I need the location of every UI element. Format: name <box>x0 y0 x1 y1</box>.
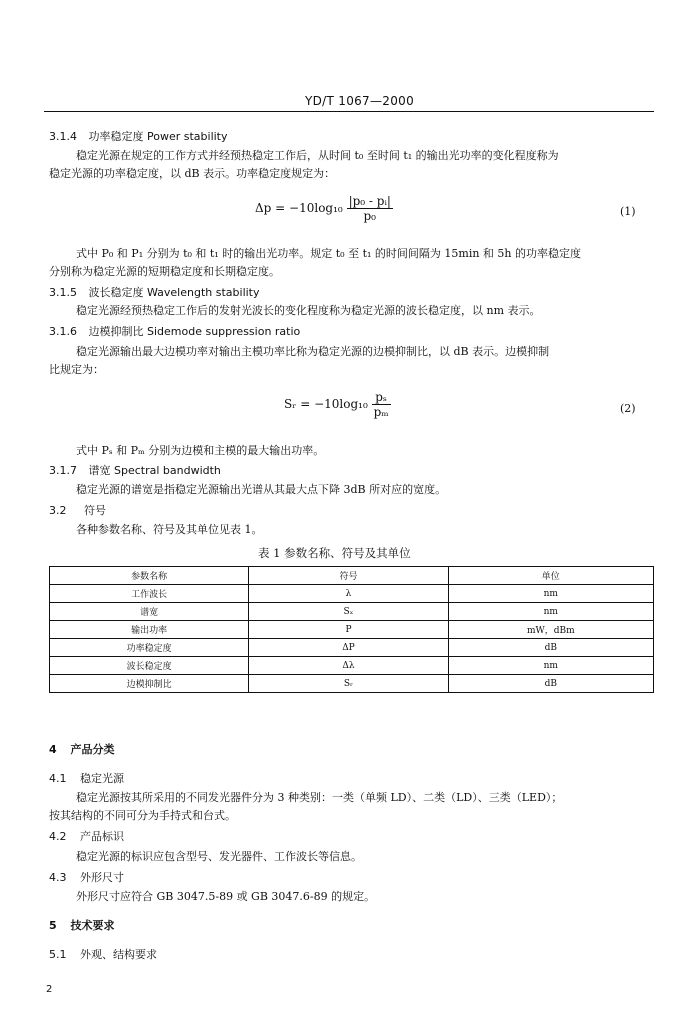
table-cell: λ <box>249 585 448 603</box>
equation-lhs: Δp = −10log₁₀ <box>255 201 343 215</box>
table-header-row <box>50 567 654 585</box>
section-title: 谱宽 Spectral bandwidth <box>88 464 221 477</box>
section-3-1-5-heading <box>49 284 260 300</box>
paragraph-line: 稳定光源按其所采用的不同发光器件分为 3 种类别：一类（单频 LD）、二类（LD）、三类（LED）； <box>76 791 563 804</box>
equation-numerator: |p₀ - pᵢ| <box>348 194 391 208</box>
table-cell: 边模抑制比 <box>50 675 249 693</box>
section-title: 符号 <box>84 504 106 517</box>
table-row <box>50 621 654 639</box>
equation-denominator: pₘ <box>373 405 389 419</box>
paragraph-line: 稳定光源的功率稳定度，以 dB 表示。功率稳定度规定为： <box>49 167 336 180</box>
section-4-1-heading <box>49 770 124 786</box>
paragraph-line: 式中 P₀ 和 P₁ 分别为 t₀ 和 t₁ 时的输出光功率。规定 t₀ 至 t₁ 的时间间隔为 15min 和 5h 的功率稳定度 <box>76 247 581 260</box>
table-cell: nm <box>448 657 653 675</box>
paragraph-line: 稳定光源的谱宽是指稳定光源输出光谱从其最大点下降 3dB 所对应的宽度。 <box>76 483 447 496</box>
section-number: 3.1.7 <box>49 464 77 477</box>
table-cell: dB <box>448 639 653 657</box>
table-header-cell: 单位 <box>448 567 653 585</box>
table-row <box>50 585 654 603</box>
equation-power-stability <box>255 194 393 223</box>
page-number: 2 <box>46 984 53 995</box>
chapter-number: 5 <box>49 919 57 932</box>
paragraph-line: 分别称为稳定光源的短期稳定度和长期稳定度。 <box>49 265 280 278</box>
table-cell: P <box>249 621 448 639</box>
equation-denominator: p₀ <box>363 209 376 223</box>
section-3-1-7-heading <box>49 462 221 478</box>
paragraph-line: 比规定为： <box>49 363 104 376</box>
paragraph-line: 稳定光源经预热稳定工作后的发射光波长的变化程度称为稳定光源的波长稳定度，以 nm 表示。 <box>76 304 541 317</box>
paragraph-line: 稳定光源的标识应包含型号、发光器件、工作波长等信息。 <box>76 850 362 863</box>
section-number: 3.1.4 <box>49 130 77 143</box>
document-header-id: YD/T 1067—2000 <box>305 94 415 108</box>
parameters-table <box>49 566 654 693</box>
chapter-5-heading <box>49 917 115 933</box>
section-number: 4.1 <box>49 772 67 785</box>
chapter-title: 技术要求 <box>70 919 115 932</box>
table-cell: Sₓ <box>249 603 448 621</box>
section-number: 3.2 <box>49 504 67 517</box>
table-cell: Sᵣ <box>249 675 448 693</box>
paragraph-line: 稳定光源输出最大边模功率对输出主模功率比称为稳定光源的边模抑制比，以 dB 表示。边模抑制 <box>76 345 550 358</box>
equation-sidemode-ratio <box>284 390 391 419</box>
chapter-4-heading <box>49 741 115 757</box>
table-cell: nm <box>448 585 653 603</box>
equation-lhs: Sᵣ = −10log₁₀ <box>284 397 368 411</box>
table-cell: nm <box>448 603 653 621</box>
section-title: 稳定光源 <box>80 772 124 785</box>
section-4-2-heading <box>49 828 124 844</box>
table-header-cell: 参数名称 <box>50 567 249 585</box>
equation-fraction <box>372 390 391 419</box>
section-title: 产品标识 <box>80 830 124 843</box>
paragraph-line: 稳定光源在规定的工作方式并经预热稳定工作后，从时间 t₀ 至时间 t₁ 的输出光功率的变化程度称为 <box>76 149 559 162</box>
section-number: 3.1.5 <box>49 286 77 299</box>
section-4-3-heading <box>49 869 124 885</box>
equation-number: (2) <box>620 402 636 415</box>
section-3-1-4-heading <box>49 128 228 144</box>
equation-number: (1) <box>620 205 636 218</box>
paragraph-line: 各种参数名称、符号及其单位见表 1。 <box>76 523 263 536</box>
section-title: 波长稳定度 Wavelength stability <box>88 286 260 299</box>
equation-fraction <box>347 194 393 223</box>
table-cell: 功率稳定度 <box>50 639 249 657</box>
table-cell: 工作波长 <box>50 585 249 603</box>
table-row <box>50 603 654 621</box>
chapter-title: 产品分类 <box>70 743 115 756</box>
table-cell: 波长稳定度 <box>50 657 249 675</box>
equation-numerator: pₛ <box>372 390 391 405</box>
paragraph-line: 按其结构的不同可分为手持式和台式。 <box>49 809 236 822</box>
table-row <box>50 657 654 675</box>
table-cell: ΔP <box>249 639 448 657</box>
chapter-number: 4 <box>49 743 57 756</box>
table-row <box>50 639 654 657</box>
table-cell: Δλ <box>249 657 448 675</box>
section-3-2-heading <box>49 502 106 518</box>
section-number: 5.1 <box>49 948 67 961</box>
section-title: 功率稳定度 Power stability <box>88 130 228 143</box>
table-header-cell: 符号 <box>249 567 448 585</box>
table-cell: 谱宽 <box>50 603 249 621</box>
section-number: 4.2 <box>49 830 67 843</box>
table-cell: dB <box>448 675 653 693</box>
section-5-1-heading <box>49 946 157 962</box>
section-number: 4.3 <box>49 871 67 884</box>
table-cell: 输出功率 <box>50 621 249 639</box>
header-rule <box>44 111 654 112</box>
table-row <box>50 675 654 693</box>
section-title: 外观、结构要求 <box>80 948 157 961</box>
section-title: 边模抑制比 Sidemode suppression ratio <box>88 325 301 338</box>
section-title: 外形尺寸 <box>80 871 124 884</box>
section-number: 3.1.6 <box>49 325 77 338</box>
table-caption: 表 1 参数名称、符号及其单位 <box>258 546 411 560</box>
table-cell: mW，dBm <box>448 621 653 639</box>
section-3-1-6-heading <box>49 323 300 339</box>
paragraph-line: 外形尺寸应符合 GB 3047.5-89 或 GB 3047.6-89 的规定。 <box>76 890 376 903</box>
paragraph-line: 式中 Pₛ 和 Pₘ 分别为边模和主模的最大输出功率。 <box>76 444 325 457</box>
